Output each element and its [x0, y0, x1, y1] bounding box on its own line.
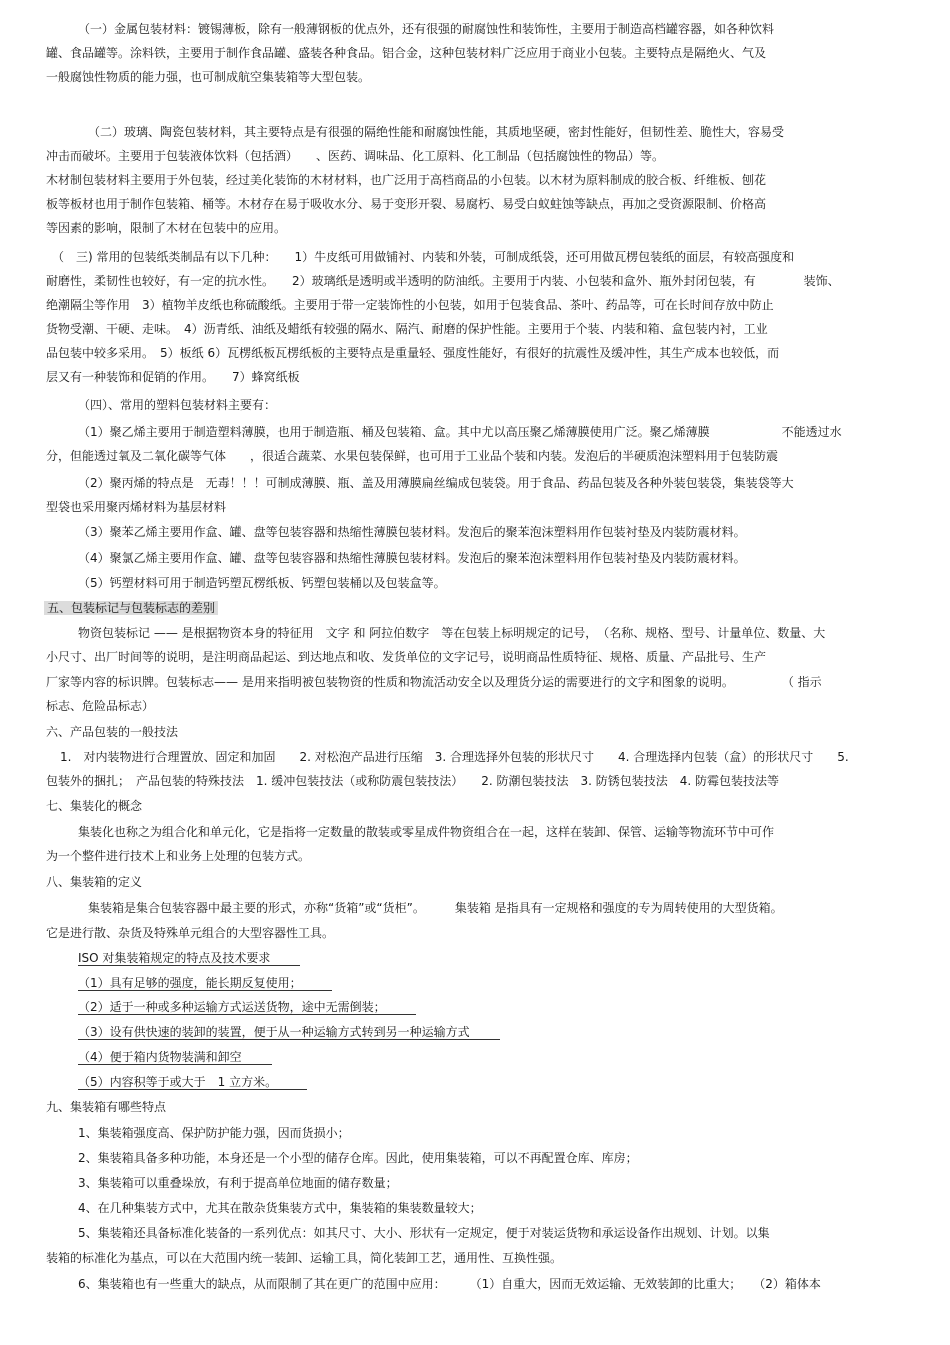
- text-line: [78, 951, 906, 966]
- text-line: [78, 1075, 906, 1090]
- text-line: （3）聚苯乙烯主要用作盒、罐、盘等包装容器和热缩性薄膜包装材料。发泡后的聚苯泡沫塑料用作包装衬垫及内装防震材料。: [78, 525, 746, 539]
- text-line: 型袋也采用聚丙烯材料为基层材料: [46, 500, 227, 514]
- text-line: 八、集装箱的定义: [46, 875, 143, 889]
- text-line: （一）金属包装材料：镀锡薄板，除有一般薄钢板的优点外，还有很强的耐腐蚀性和装饰性，主要用于制造高档罐容器，如各种饮料: [78, 22, 775, 36]
- text-line: 冲击而破坏。主要用于包装液体饮料（包括酒） 、医药、调味品、化工原料、化工制品（包括腐蚀性的物品）等。: [46, 149, 665, 163]
- text-line: 物资包装标记 —— 是根据物资本身的特征用 文字 和 阿拉伯数字 等在包装上标明规定的记号， （名称、规格、型号、计量单位、数量、大: [78, 626, 826, 640]
- text-line: 它是进行散、杂货及特殊单元组合的大型容器性工具。: [46, 926, 335, 940]
- text-line: 1. 对内装物进行合理置放、固定和加固 2. 对松泡产品进行压缩 3. 合理选择外包装的形状尺寸 4. 合理选择内包装（盒）的形状尺寸 5.: [60, 750, 849, 764]
- text-line: 罐、食品罐等。涂料铁，主要用于制作食品罐、盛装各种食品。铝合金，这种包装材料广泛应用于商业小包装。主要特点是隔绝火、气及: [46, 46, 767, 60]
- text-line: 绝潮隔尘等作用 3）植物羊皮纸也称硫酸纸。主要用于带一定装饰性的小包装，如用于包装食品、茶叶、药品等，可在长时间存放中防止: [46, 298, 774, 312]
- text-line: 1、集装箱强度高、保护防护能力强，因而货损小；: [78, 1126, 350, 1140]
- text-line: 5、集装箱还具备标准化装备的一系列优点：如其尺寸、大小、形状有一定规定，便于对装运货物和承运设备作出规划、计划。以集: [78, 1226, 770, 1240]
- text-line: 标志、危险品标志）: [46, 699, 155, 713]
- text-line: （四）、常用的塑料包装材料主要有：: [78, 398, 277, 412]
- text-line: 小尺寸、出厂时间等的说明，是注明商品起运、到达地点和收、发货单位的文字记号，说明商品性质特征、规格、质量、产品批号、生产: [46, 650, 767, 664]
- text-line: 一般腐蚀性物质的能力强，也可制成航空集装箱等大型包装。: [46, 70, 371, 84]
- text-line: [78, 1050, 906, 1065]
- text-line: 为一个整件进行技术上和业务上处理的包装方式。: [46, 849, 311, 863]
- underlined-item: （3）设有供快速的装卸的装置，便于从一种运输方式转到另一种运输方式: [78, 1025, 500, 1040]
- underlined-item: （4）便于箱内货物装满和卸空: [78, 1050, 272, 1065]
- section-heading: 五、包装标记与包装标志的差别: [44, 601, 218, 615]
- text-line: 包装外的捆扎； 产品包装的特殊技法 1. 缓冲包装技法（或称防震包装技法） 2. 防潮包装技法 3. 防锈包装技法 4. 防霉包装技法等: [46, 774, 780, 788]
- text-line: 货物受潮、干硬、走味。 4）沥青纸、油纸及蜡纸有较强的隔水、隔汽、耐磨的保护性能。主要用于个装、内装和箱、盒包装内衬，工业: [46, 322, 768, 336]
- text-line: （ 三) 常用的包装纸类制品有以下几种： 1）牛皮纸可用做铺衬、内装和外装，可制成纸袋，还可用做瓦楞包装纸的面层，有较高强度和: [52, 250, 795, 264]
- text-line: 木材制包装材料主要用于外包装，经过美化装饰的木材材料，也广泛用于高档商品的小包装。以木材为原料制成的胶合板、纤维板、刨花: [46, 173, 767, 187]
- text-line: （5）钙塑材料可用于制造钙塑瓦楞纸板、钙塑包装桶以及包装盒等。: [78, 576, 446, 590]
- text-line: 九、集装箱有哪些特点: [46, 1100, 167, 1114]
- text-line: 3、集装箱可以重叠垛放，有利于提高单位地面的储存数量；: [78, 1176, 398, 1190]
- underlined-item: ISO 对集装箱规定的特点及技术要求: [78, 951, 300, 966]
- text-line: [78, 976, 906, 991]
- text-line: （2）聚丙烯的特点是 无毒！！！可制成薄膜、瓶、盖及用薄膜扁丝编成包装袋。用于食品、药品包装及各种外装包装袋，集装袋等大: [78, 476, 794, 490]
- text-line: 层又有一种装饰和促销的作用。 7）蜂窝纸板: [46, 370, 300, 384]
- text-line: 6、集装箱也有一些重大的缺点，从而限制了其在更广的范围中应用： （1）自重大，因而无效运输、无效装卸的比重大； （2）箱体本: [78, 1277, 821, 1291]
- text-line: 耐磨性，柔韧性也较好，有一定的抗水性。 2）玻璃纸是透明或半透明的防油纸。主要用于内装、小包装和盒外、瓶外封闭包装，有 装饰、: [46, 274, 840, 288]
- text-line: 2、集装箱具备多种功能，本身还是一个小型的储存仓库。因此，使用集装箱，可以不再配置仓库、库房；: [78, 1151, 638, 1165]
- text-line: 装箱的标准化为基点，可以在大范围内统一装卸、运输工具，简化装卸工艺，通用性、互换性强。: [46, 1251, 563, 1265]
- underlined-item: （5）内容积等于或大于 1 立方米。: [78, 1075, 307, 1090]
- text-line: 七、集装化的概念: [46, 799, 143, 813]
- text-line: （1）聚乙烯主要用于制造塑料薄膜，也用于制造瓶、桶及包装箱、盒。其中尤以高压聚乙烯薄膜使用广泛。聚乙烯薄膜 不能透过水: [78, 425, 842, 439]
- underlined-item: （2）适于一种或多种运输方式运送货物，途中无需倒装；: [78, 1000, 416, 1015]
- text-line: 板等板材也用于制作包装箱、桶等。木材存在易于吸收水分、易于变形开裂、易腐朽、易受白蚁蛀蚀等缺点，再加之受资源限制、价格高: [46, 197, 767, 211]
- text-line: （4）聚氯乙烯主要用作盒、罐、盘等包装容器和热缩性薄膜包装材料。发泡后的聚苯泡沫塑料用作包装衬垫及内装防震材料。: [78, 551, 746, 565]
- text-line: [44, 601, 904, 615]
- text-line: [78, 1025, 906, 1040]
- text-line: 六、产品包装的一般技法: [46, 725, 179, 739]
- text-line: 品包装中较多采用。 5）板纸 6）瓦楞纸板瓦楞纸板的主要特点是重量轻、强度性能好，有很好的抗震性及缓冲性，其生产成本也较低，而: [46, 346, 780, 360]
- text-line: （二）玻璃、陶瓷包装材料，其主要特点是有很强的隔绝性能和耐腐蚀性能，其质地坚硬，密封性能好，但韧性差、脆性大，容易受: [88, 125, 785, 139]
- text-line: 4、在几种集装方式中，尤其在散杂货集装方式中，集装箱的集装数量较大；: [78, 1201, 482, 1215]
- text-line: 厂家等内容的标识牌。包装标志—— 是用来指明被包装物资的性质和物流活动安全以及理货分运的需要进行的文字和图象的说明。 （ 指示: [46, 675, 822, 689]
- text-line: 等因素的影响，限制了木材在包装中的应用。: [46, 221, 287, 235]
- text-line: 集装箱是集合包装容器中最主要的形式，亦称“货箱”或“货柜”。 集装箱 是指具有一定规格和强度的专为周转使用的大型货箱。: [88, 901, 783, 915]
- text-line: 集装化也称之为组合化和单元化，它是指将一定数量的散装或零星成件物资组合在一起，这样在装卸、保管、运输等物流环节中可作: [78, 825, 775, 839]
- underlined-item: （1）具有足够的强度，能长期反复使用；: [78, 976, 332, 991]
- text-line: [78, 1000, 906, 1015]
- text-line: 分，但能透过氧及二氧化碳等气体 ，很适合蔬菜、水果包装保鲜，也可用于工业品个装和内装。发泡后的半硬质泡沫塑料用于包装防震: [46, 449, 779, 463]
